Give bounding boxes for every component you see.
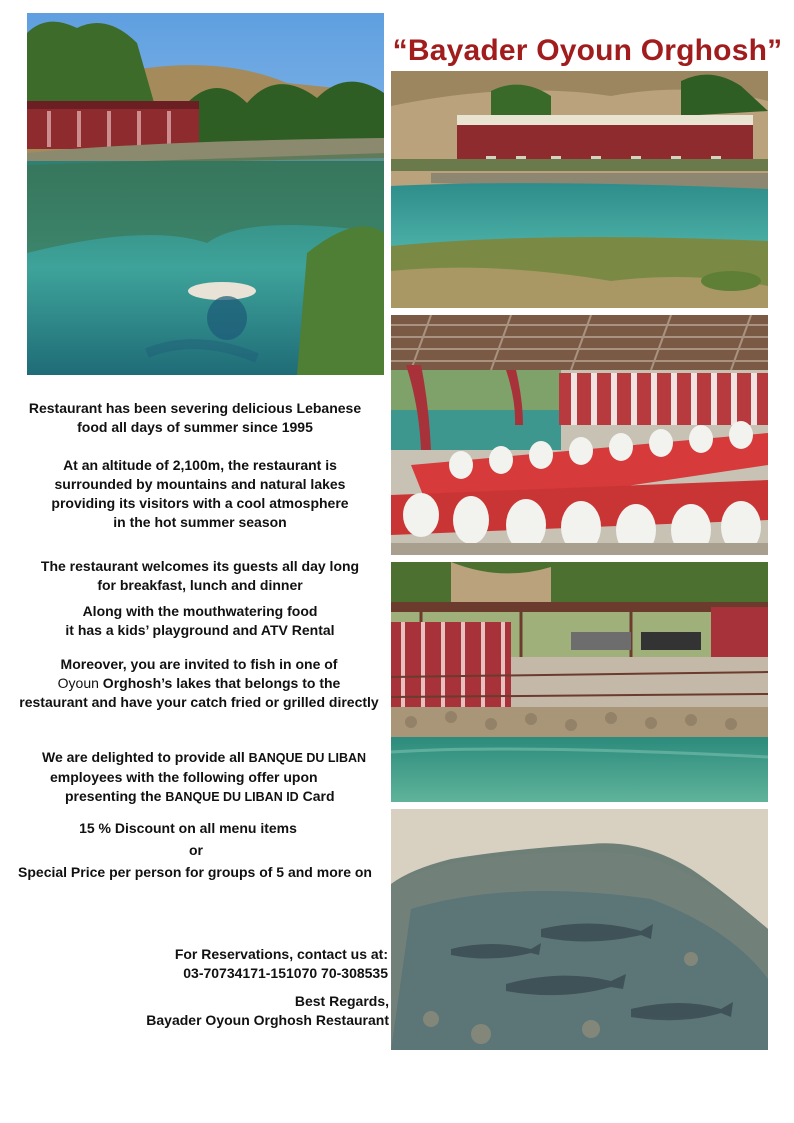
extras-line-1: Along with the mouthwatering food [82, 603, 318, 619]
meals-line-1: The restaurant welcomes its guests all day long [40, 558, 360, 574]
meals-line-2: for breakfast, lunch and dinner [97, 577, 303, 593]
extras-paragraph [10, 602, 390, 640]
page-title: “Bayader Oyoun Orghosh” [392, 34, 783, 67]
offer-line-1-b: BANQUE DU LIBAN [248, 751, 367, 765]
best-regards: Best Regards, [294, 993, 389, 1009]
fishing-line-3: restaurant and have your catch fried or grilled directly [19, 694, 379, 710]
intro-line-2: food all days of summer since 1995 [77, 419, 313, 435]
fishing-line-2-b: Orghosh’s lakes that belongs to the [98, 675, 341, 691]
closing-block [100, 992, 389, 1030]
reservations-block [100, 945, 388, 983]
intro-paragraph [10, 399, 380, 437]
reservations-label: For Reservations, contact us at: [174, 946, 388, 962]
offer-line-3-c: Card [298, 788, 335, 804]
altitude-line-2: surrounded by mountains and natural lakes [54, 476, 346, 492]
pavilion-photo [391, 71, 768, 308]
offer-line-1-a: We are delighted to provide all [42, 749, 249, 765]
altitude-line-3: providing its visitors with a cool atmosphere [51, 495, 349, 511]
discount-line: 15 % Discount on all menu items [79, 820, 297, 836]
intro-line-1: Restaurant has been severing delicious Lebanese [28, 400, 362, 416]
offer-line-2: employees with the following offer upon [50, 769, 318, 785]
fishing-line-2-a: Oyoun [57, 675, 99, 691]
altitude-line-4: in the hot summer season [113, 514, 287, 530]
fishing-line-1: Moreover, you are invited to fish in one of [60, 656, 338, 672]
offer-line-3-b: BANQUE DU LIBAN ID [165, 790, 299, 804]
reservation-phones: 03-70734171-151070 70-308535 [183, 965, 388, 981]
group-price-line: Special Price per person for groups of 5 and more on [18, 864, 372, 880]
altitude-line-1: At an altitude of 2,100m, the restaurant is [63, 457, 337, 473]
signature: Bayader Oyoun Orghosh Restaurant [146, 1012, 389, 1028]
lake-photo [27, 13, 384, 375]
terrace-photo [391, 562, 768, 802]
offer-line-3-a: presenting the [65, 788, 166, 804]
altitude-paragraph [10, 456, 390, 532]
offer-line-3 [20, 787, 400, 807]
dining-area-photo [391, 315, 768, 555]
fishing-paragraph [6, 655, 392, 712]
or-separator: or [189, 842, 203, 858]
meals-paragraph [10, 557, 390, 595]
fishing-line-2 [6, 674, 392, 693]
extras-line-2: it has a kids’ playground and ATV Rental [65, 622, 335, 638]
trout-pond-photo [391, 809, 768, 1050]
offer-line-1 [20, 748, 400, 768]
offer-paragraph [20, 748, 400, 807]
